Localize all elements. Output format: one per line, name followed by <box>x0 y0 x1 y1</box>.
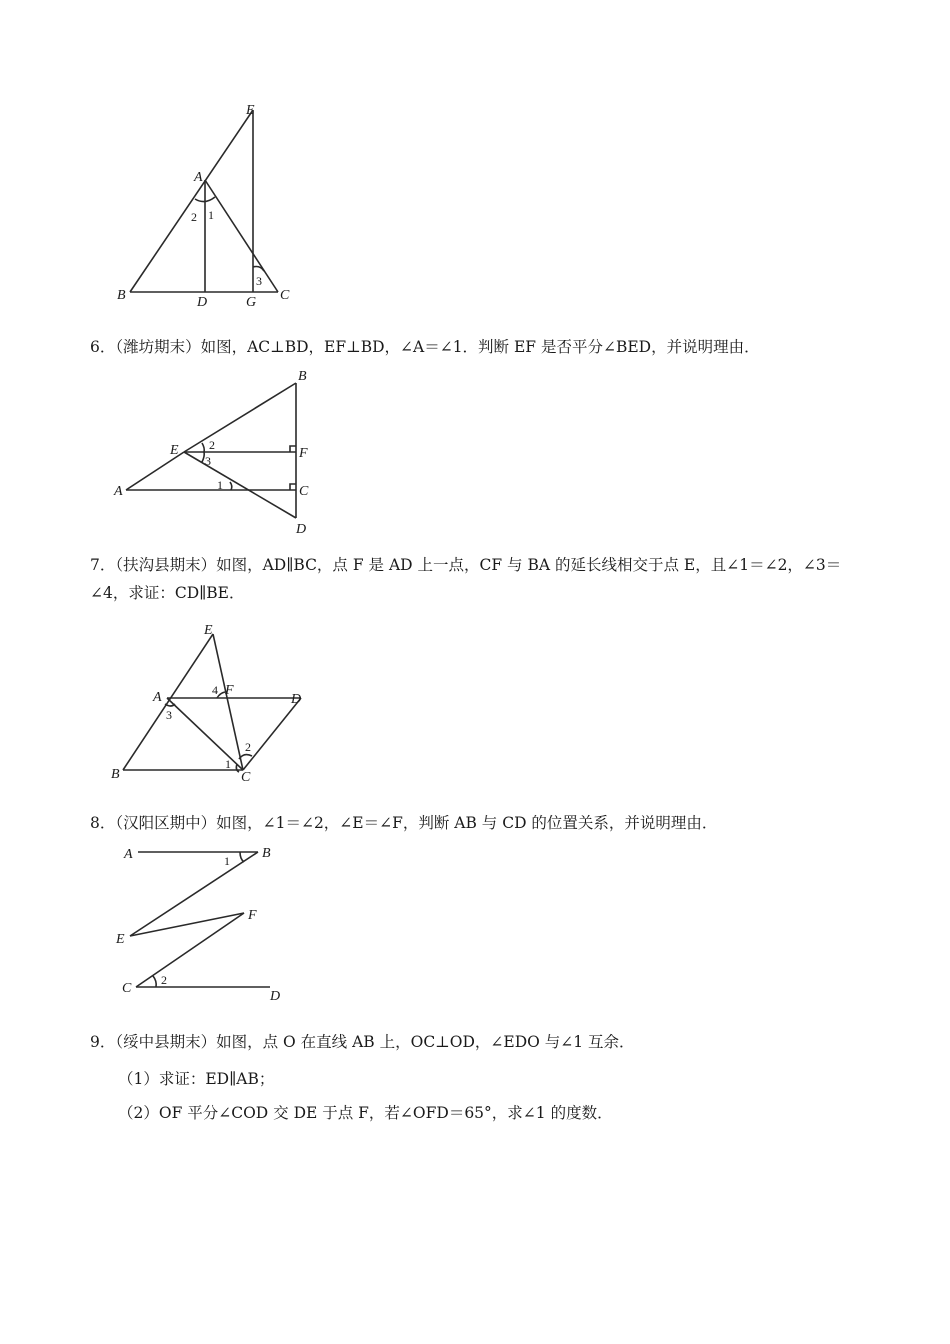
label-E: E <box>204 623 213 638</box>
figure-triangle-with-altitude <box>110 95 310 310</box>
right-angle-mark-C <box>290 484 296 490</box>
question-8-text: 8．（汉阳区期中）如图，∠1＝∠2，∠E＝∠F，判断 AB 与 CD 的位置关系，并说明理由． <box>90 814 718 832</box>
question-9-text: 9．（绥中县期末）如图，点 O 在直线 AB 上，OC⊥OD，∠EDO 与∠1 互余． <box>90 1033 635 1051</box>
question-7-figure <box>105 618 315 788</box>
segment-BE <box>184 383 296 452</box>
label-D: D <box>296 522 307 537</box>
label-angle-1: 1 <box>217 478 223 492</box>
label-angle-3: 3 <box>256 274 262 288</box>
angle-arc-2 <box>153 976 156 987</box>
label-D: D <box>291 692 302 707</box>
label-C: C <box>241 770 251 785</box>
label-angle-1: 1 <box>225 757 231 771</box>
angle-arc-3 <box>165 704 175 706</box>
label-angle-3: 3 <box>166 708 172 722</box>
label-F: F <box>248 908 257 923</box>
label-angle-2: 2 <box>209 438 215 452</box>
label-B: B <box>262 846 271 861</box>
label-C: C <box>299 484 309 499</box>
question-9-part-2: （2）OF 平分∠COD 交 DE 于点 F，若∠OFD＝65°，求∠1 的度数． <box>118 1104 613 1122</box>
angle-arc-1 <box>240 852 244 862</box>
label-angle-2: 2 <box>191 210 197 224</box>
segment-EC <box>213 634 243 770</box>
label-E: E <box>116 932 125 947</box>
label-angle-1: 1 <box>208 208 214 222</box>
segment-BE <box>123 634 213 770</box>
question-9-part-1: （1）求证：ED∥AB； <box>118 1070 275 1088</box>
label-C: C <box>122 981 132 996</box>
label-A: A <box>124 847 133 862</box>
label-E: E <box>246 103 255 118</box>
label-G: G <box>246 295 257 310</box>
label-F: F <box>225 683 234 698</box>
segment-DC <box>243 698 301 770</box>
label-B: B <box>298 369 307 384</box>
label-angle-4: 4 <box>212 683 218 697</box>
angle-arc-2 <box>202 443 204 452</box>
label-D: D <box>197 295 208 310</box>
angle-arc-3 <box>202 452 204 462</box>
question-7-text: 7．（扶沟县期末）如图，AD∥BC，点 F 是 AD 上一点，CF 与 BA 的延长线相交于点 E，且∠1＝∠2，∠3＝∠4，求证：CD∥BE． <box>90 556 842 602</box>
angle-arc-4 <box>217 692 225 698</box>
label-D: D <box>270 989 281 1004</box>
label-angle-1: 1 <box>224 854 230 868</box>
question-6-text: 6．（潍坊期末）如图，AC⊥BD，EF⊥BD，∠A＝∠1．判断 EF 是否平分∠BED，并说明理由． <box>90 338 760 356</box>
segment-BE <box>130 110 253 292</box>
label-angle-2: 2 <box>161 973 167 987</box>
segment-AC <box>205 180 278 292</box>
label-B: B <box>117 288 126 303</box>
label-A: A <box>194 170 203 185</box>
segment-ED <box>184 452 296 518</box>
label-E: E <box>170 443 179 458</box>
question-8-figure <box>110 840 300 1010</box>
label-A: A <box>114 484 123 499</box>
label-B: B <box>111 767 120 782</box>
label-angle-3: 3 <box>205 454 211 468</box>
question-6-figure <box>110 365 320 540</box>
right-angle-mark-F <box>290 446 296 452</box>
segment-AC <box>167 698 243 770</box>
angle-arc-1 <box>230 482 232 490</box>
label-C: C <box>280 288 290 303</box>
label-angle-2: 2 <box>245 740 251 754</box>
label-A: A <box>153 690 162 705</box>
label-F: F <box>299 446 308 461</box>
